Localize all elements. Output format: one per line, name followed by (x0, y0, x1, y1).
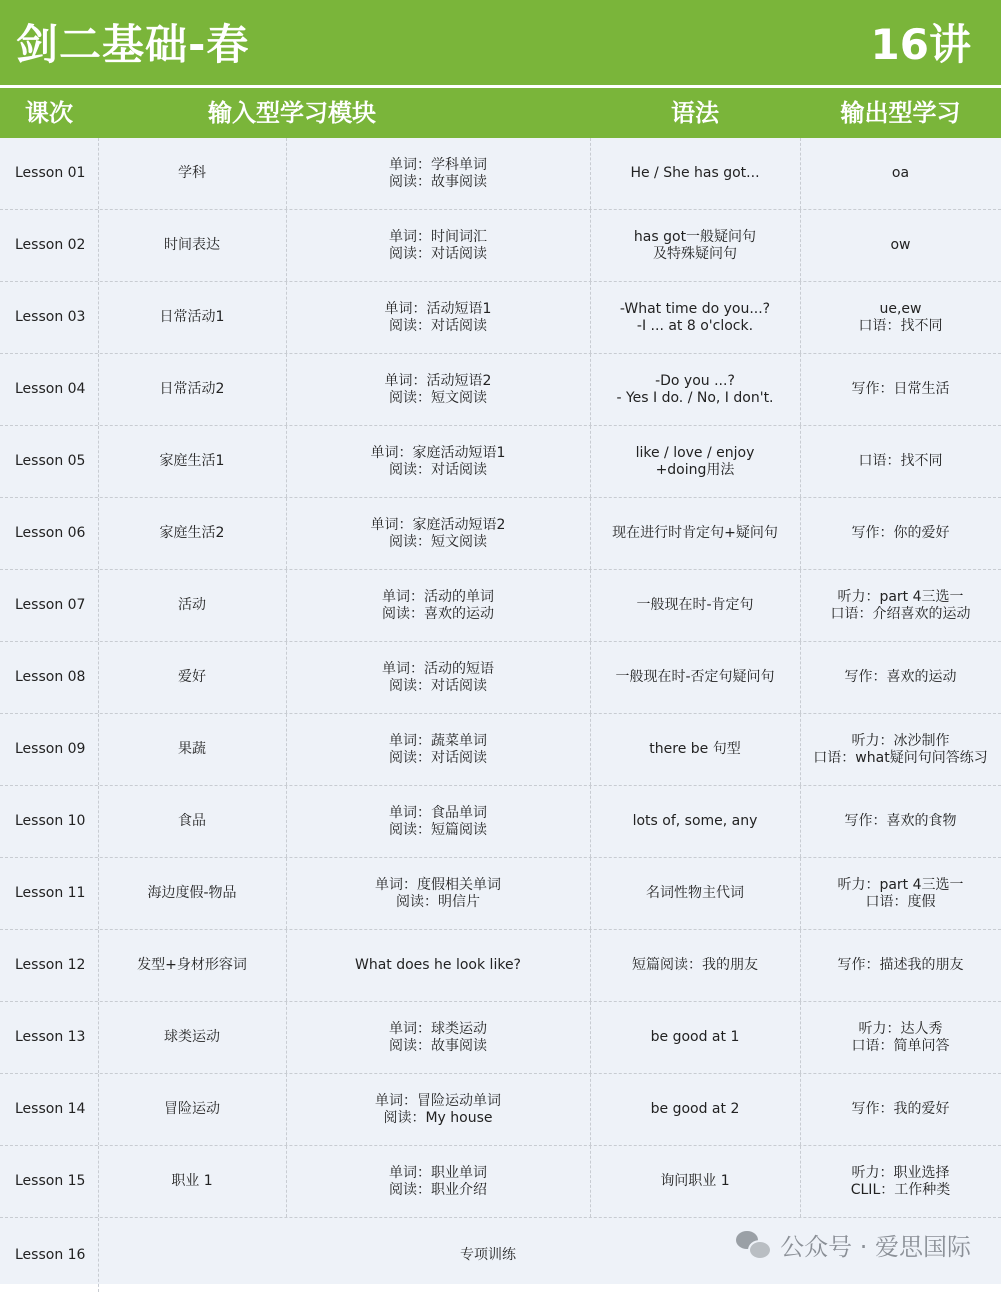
grammar-cell: 短篇阅读：我的朋友 (632, 957, 758, 973)
input-cell: 单词：活动的短语 阅读：对话阅读 (382, 660, 494, 694)
output-cell: ue,ew 口语：找不同 (858, 300, 943, 334)
column-divider (98, 930, 99, 1001)
column-divider (590, 1074, 591, 1145)
lesson-cell: Lesson 03 (15, 309, 86, 325)
output-cell: 写作：喜欢的食物 (844, 813, 957, 829)
table-row (0, 858, 1001, 930)
column-divider (800, 930, 801, 1001)
topic-cell: 发型+身材形容词 (137, 957, 247, 973)
topic-cell: 海边度假-物品 (147, 885, 237, 901)
column-divider (590, 858, 591, 929)
course-title: 剑二基础-春 (16, 20, 250, 69)
column-divider (800, 642, 801, 713)
lesson-cell: Lesson 13 (15, 1029, 86, 1045)
column-divider (800, 714, 801, 785)
column-divider (98, 1074, 99, 1145)
topic-cell: 爱好 (178, 669, 206, 685)
column-divider (286, 714, 287, 785)
lesson-cell: Lesson 12 (15, 957, 86, 973)
special-training-cell: 专项训练 (460, 1246, 516, 1263)
column-divider (286, 1002, 287, 1073)
input-cell: 单词：度假相关单词 阅读：明信片 (375, 876, 501, 910)
header-input: 输入型学习模块 (208, 99, 376, 127)
topic-cell: 食品 (178, 813, 206, 829)
column-divider (590, 570, 591, 641)
column-divider (286, 642, 287, 713)
column-divider (98, 354, 99, 425)
column-divider (286, 1074, 287, 1145)
column-divider (98, 138, 99, 209)
input-cell: 单词：学科单词 阅读：故事阅读 (389, 156, 487, 190)
column-divider (98, 1146, 99, 1217)
input-cell: 单词：职业单词 阅读：职业介绍 (389, 1164, 487, 1198)
table-header (0, 88, 1001, 138)
output-cell: 口语：找不同 (858, 453, 943, 469)
table-row (0, 210, 1001, 282)
input-cell: 单词：食品单词 阅读：短篇阅读 (389, 804, 487, 838)
table-row (0, 282, 1001, 354)
column-divider (590, 210, 591, 281)
topic-cell: 球类运动 (164, 1029, 220, 1045)
table-row (0, 138, 1001, 210)
output-cell: 写作：日常生活 (851, 381, 950, 397)
topic-cell: 职业 1 (171, 1173, 213, 1189)
grammar-cell: 询问职业 1 (660, 1173, 730, 1189)
column-divider (800, 570, 801, 641)
column-divider (286, 210, 287, 281)
topic-cell: 家庭生活2 (159, 525, 225, 541)
column-divider (590, 1146, 591, 1217)
input-cell: 单词：活动短语2 阅读：短文阅读 (384, 372, 492, 406)
output-cell: 听力：职业选择 CLIL：工作种类 (850, 1164, 951, 1198)
input-cell: 单词：活动短语1 阅读：对话阅读 (384, 300, 492, 334)
table-row (0, 570, 1001, 642)
lesson-cell: Lesson 16 (15, 1246, 86, 1263)
header-output: 输出型学习 (840, 99, 961, 127)
column-divider (286, 1146, 287, 1217)
column-divider (286, 498, 287, 569)
lesson-cell: Lesson 10 (15, 813, 86, 829)
table-row (0, 1002, 1001, 1074)
lesson-cell: Lesson 09 (15, 741, 86, 757)
column-divider (98, 858, 99, 929)
grammar-cell: be good at 1 (650, 1029, 740, 1045)
watermark (736, 1227, 971, 1262)
output-cell: 听力：part 4三选一 口语：度假 (837, 876, 964, 910)
watermark-text: 公众号 · 爱思国际 (780, 1233, 971, 1261)
table-row (0, 426, 1001, 498)
column-divider (590, 786, 591, 857)
column-divider (98, 1218, 99, 1292)
table-row (0, 1074, 1001, 1146)
column-divider (98, 570, 99, 641)
column-divider (800, 426, 801, 497)
topic-cell: 日常活动2 (159, 381, 225, 397)
grammar-cell: 名词性物主代词 (646, 885, 744, 901)
output-cell: 写作：喜欢的运动 (844, 669, 957, 685)
table-row (0, 642, 1001, 714)
topic-cell: 家庭生活1 (159, 453, 225, 469)
column-divider (590, 354, 591, 425)
column-divider (800, 858, 801, 929)
input-cell: 单词：活动的单词 阅读：喜欢的运动 (382, 588, 494, 622)
column-divider (590, 1002, 591, 1073)
output-cell: oa (891, 165, 910, 181)
column-divider (286, 138, 287, 209)
column-divider (800, 354, 801, 425)
lesson-cell: Lesson 01 (15, 165, 86, 181)
grammar-cell: there be 句型 (649, 741, 741, 757)
lesson-cell: Lesson 15 (15, 1173, 86, 1189)
column-divider (800, 498, 801, 569)
column-divider (98, 426, 99, 497)
lesson-cell: Lesson 08 (15, 669, 86, 685)
output-cell: ow (890, 237, 911, 253)
column-divider (98, 282, 99, 353)
header-grammar: 语法 (671, 99, 719, 127)
table-row (0, 714, 1001, 786)
title-bar (0, 0, 1001, 85)
topic-cell: 日常活动1 (159, 309, 225, 325)
column-divider (590, 138, 591, 209)
table-row (0, 498, 1001, 570)
column-divider (286, 426, 287, 497)
grammar-cell: He / She has got... (630, 165, 760, 181)
topic-cell: 时间表达 (164, 237, 220, 253)
column-divider (286, 930, 287, 1001)
column-divider (590, 714, 591, 785)
grammar-cell: 一般现在时-否定句疑问句 (615, 669, 775, 685)
header-lesson: 课次 (25, 99, 73, 127)
column-divider (800, 786, 801, 857)
lesson-cell: Lesson 06 (15, 525, 86, 541)
grammar-cell: -Do you ...? - Yes I do. / No, I don't. (616, 372, 774, 406)
lesson-cell: Lesson 02 (15, 237, 86, 253)
output-cell: 听力：part 4三选一 口语：介绍喜欢的运动 (830, 588, 971, 622)
grammar-cell: 一般现在时-肯定句 (636, 597, 754, 613)
lesson-cell: Lesson 07 (15, 597, 86, 613)
column-divider (98, 786, 99, 857)
grammar-cell: 现在进行时肯定句+疑问句 (612, 525, 778, 541)
lesson-cell: Lesson 14 (15, 1101, 86, 1117)
grammar-cell: like / love / enjoy +doing用法 (635, 444, 755, 478)
column-divider (286, 786, 287, 857)
grammar-cell: lots of, some, any (632, 813, 758, 829)
input-cell: 单词：球类运动 阅读：故事阅读 (389, 1020, 487, 1054)
lesson-cell: Lesson 05 (15, 453, 86, 469)
column-divider (98, 642, 99, 713)
grammar-cell: -What time do you...? -I ... at 8 o'clock. (619, 300, 771, 334)
output-cell: 听力：达人秀 口语：简单问答 (851, 1020, 950, 1054)
column-divider (98, 498, 99, 569)
lesson-cell: Lesson 11 (15, 885, 86, 901)
column-divider (590, 282, 591, 353)
lesson-count: 16讲 (870, 20, 971, 69)
topic-cell: 冒险运动 (164, 1101, 220, 1117)
column-divider (286, 570, 287, 641)
output-cell: 听力：冰沙制作 口语：what疑问句问答练习 (813, 732, 988, 766)
output-cell: 写作：描述我的朋友 (837, 957, 964, 973)
topic-cell: 活动 (178, 597, 206, 613)
table-row (0, 930, 1001, 1002)
column-divider (800, 1002, 801, 1073)
column-divider (590, 930, 591, 1001)
column-divider (98, 210, 99, 281)
column-divider (590, 498, 591, 569)
column-divider (286, 354, 287, 425)
column-divider (800, 1146, 801, 1217)
table-row (0, 354, 1001, 426)
wechat-icon (736, 1231, 770, 1259)
column-divider (800, 282, 801, 353)
table-row (0, 1146, 1001, 1218)
column-divider (590, 642, 591, 713)
column-divider (98, 1002, 99, 1073)
grammar-cell: has got一般疑问句 及特殊疑问句 (633, 228, 757, 262)
grammar-cell: be good at 2 (650, 1101, 740, 1117)
input-cell: 单词：时间词汇 阅读：对话阅读 (389, 228, 487, 262)
topic-cell: 果蔬 (178, 741, 206, 757)
topic-cell: 学科 (178, 165, 206, 181)
output-cell: 写作：你的爱好 (851, 525, 950, 541)
lesson-cell: Lesson 04 (15, 381, 86, 397)
column-divider (800, 210, 801, 281)
output-cell: 写作：我的爱好 (851, 1101, 950, 1117)
column-divider (98, 714, 99, 785)
column-divider (590, 426, 591, 497)
input-cell: What does he look like? (355, 957, 521, 973)
input-cell: 单词：家庭活动短语1 阅读：对话阅读 (370, 444, 506, 478)
column-divider (800, 1074, 801, 1145)
table-row (0, 786, 1001, 858)
table-body (0, 138, 1001, 1284)
input-cell: 单词：冒险运动单词 阅读：My house (375, 1092, 501, 1126)
input-cell: 单词：蔬菜单词 阅读：对话阅读 (389, 732, 487, 766)
column-divider (286, 282, 287, 353)
column-divider (286, 858, 287, 929)
column-divider (800, 138, 801, 209)
input-cell: 单词：家庭活动短语2 阅读：短文阅读 (370, 516, 506, 550)
